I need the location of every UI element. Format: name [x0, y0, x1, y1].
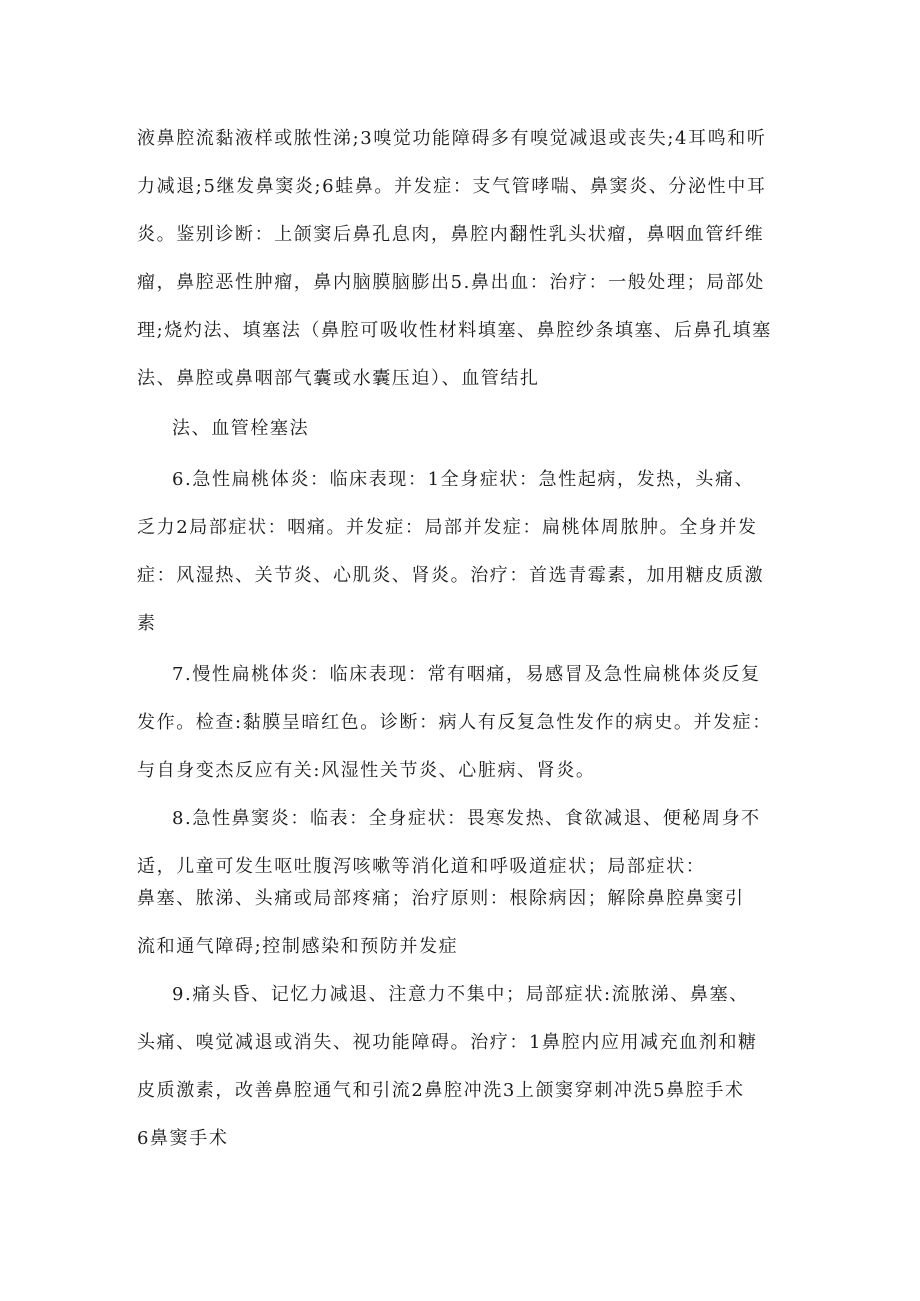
text-line: 法、血管栓塞法	[172, 418, 310, 439]
text-line: 流和通气障碍;控制感染和预防并发症	[137, 936, 459, 957]
text-line: 6鼻窦手术	[137, 1128, 229, 1149]
text-line: 8.急性鼻窦炎：临表：全身症状：畏寒发热、食欲减退、便秘周身不	[172, 808, 761, 829]
text-line: 液鼻腔流黏液样或脓性涕;3嗅觉功能障碍多有嗅觉减退或丧失;4耳鸣和听	[137, 128, 767, 149]
text-line: 理;烧灼法、填塞法（鼻腔可吸收性材料填塞、鼻腔纱条填塞、后鼻孔填塞	[137, 320, 772, 341]
text-line: 力减退;5继发鼻窦炎;6蛙鼻。并发症：支气管哮喘、鼻窦炎、分泌性中耳	[137, 176, 767, 197]
text-line: 9.痛头昏、记忆力减退、注意力不集中；局部症状:流脓涕、鼻塞、	[172, 984, 749, 1005]
text-line: 头痛、嗅觉减退或消失、视功能障碍。治疗：1鼻腔内应用减充血剂和糖	[137, 1032, 758, 1053]
text-line: 发作。检查:黏膜呈暗红色。诊断：病人有反复急性发作的病史。并发症：	[137, 712, 772, 733]
text-line: 乏力2局部症状：咽痛。并发症：局部并发症：扁桃体周脓肿。全身并发	[137, 517, 758, 538]
text-line: 炎。鉴别诊断：上颌窦后鼻孔息肉，鼻腔内翻性乳头状瘤，鼻咽血管纤维	[137, 224, 765, 245]
text-line: 鼻塞、脓涕、头痛或局部疼痛；治疗原则：根除病因；解除鼻腔鼻窦引	[137, 888, 745, 909]
text-line: 7.慢性扁桃体炎：临床表现：常有咽痛，易感冒及急性扁桃体炎反复	[172, 664, 761, 685]
text-line: 皮质激素，改善鼻腔通气和引流2鼻腔冲洗3上颌窦穿刺冲洗5鼻腔手术	[137, 1080, 745, 1101]
text-line: 6.急性扁桃体炎：临床表现：1全身症状：急性起病，发热，头痛、	[172, 469, 755, 490]
text-line: 与自身变杰反应有关:风湿性关节炎、心脏病、肾炎。	[137, 760, 596, 781]
text-line: 法、鼻腔或鼻咽部气囊或水囊压迫）、血管结扎	[137, 368, 540, 389]
text-line: 适，儿童可发生呕吐腹泻咳嗽等消化道和呼吸道症状；局部症状：	[137, 856, 706, 877]
text-line: 瘤，鼻腔恶性肿瘤，鼻内脑膜脑膨出5.鼻出血：治疗：一般处理；局部处	[137, 272, 765, 293]
text-line: 素	[137, 613, 157, 634]
text-line: 症：风湿热、关节炎、心肌炎、肾炎。治疗：首选青霉素，加用糖皮质激	[137, 565, 765, 586]
